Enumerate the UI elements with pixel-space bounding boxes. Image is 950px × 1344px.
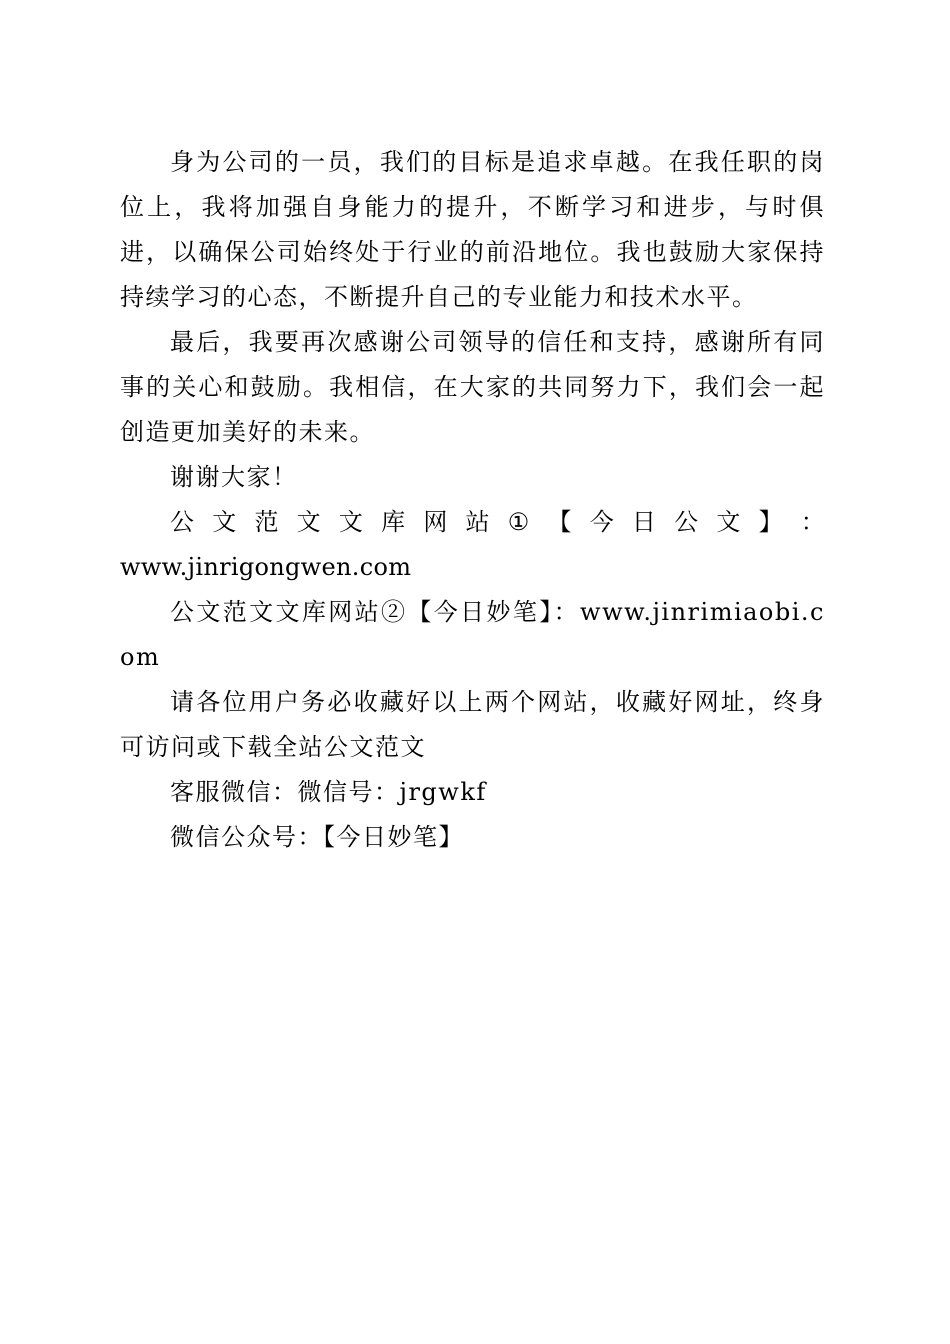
site1-label-char: 公 xyxy=(170,508,194,536)
site1-label-char: 公 xyxy=(674,508,699,536)
site1-label-char: 文 xyxy=(296,508,321,536)
site2-line: 公文范文文库网站②【今日妙笔】：www.jinrimiaobi.com xyxy=(120,598,825,671)
wechat-official-account: 微信公众号：【今日妙笔】 xyxy=(170,823,464,851)
site1-label-char: ： xyxy=(800,508,825,536)
site1-label-char: 网 xyxy=(423,508,448,536)
site1-label-char: 日 xyxy=(631,508,656,536)
site1-label-char: 今 xyxy=(589,508,614,536)
paragraph-pursuit-excellence: 身为公司的一员，我们的目标是追求卓越。在我任职的岗位上，我将加强自身能力的提升，不断学习和进步，与时俱进，以确保公司始终处于行业的前沿地位。我也鼓励大家保持持续学习的心态，不断提升自己的专业能力和技术水平。 xyxy=(120,148,825,311)
customer-service-wechat: 客服微信：微信号：jrgwkf xyxy=(170,778,487,806)
site1-label-char: 】 xyxy=(758,508,783,536)
site1-label-char: 文 xyxy=(716,508,741,536)
paragraph-thank-you: 谢谢大家！ xyxy=(170,463,298,491)
site1-label xyxy=(120,500,825,545)
document-page xyxy=(120,140,825,860)
paragraph-thanks: 最后，我要再次感谢公司领导的信任和支持，感谢所有同事的关心和鼓励。我相信，在大家的共同努力下，我们会一起创造更加美好的未来。 xyxy=(120,328,825,446)
bookmark-notice: 请各位用户务必收藏好以上两个网站，收藏好网址，终身可访问或下载全站公文范文 xyxy=(120,688,825,761)
site1-label-char: 文 xyxy=(338,508,363,536)
site1-label-char: 范 xyxy=(254,508,279,536)
site1-label-char: ① xyxy=(507,508,530,536)
site1-url[interactable]: www.jinrigongwen.com xyxy=(120,553,412,581)
site1-label-char: 库 xyxy=(381,508,406,536)
site1-label-char: 【 xyxy=(547,508,572,536)
site1-label-char: 文 xyxy=(212,508,237,536)
site1-label-char: 站 xyxy=(465,508,490,536)
